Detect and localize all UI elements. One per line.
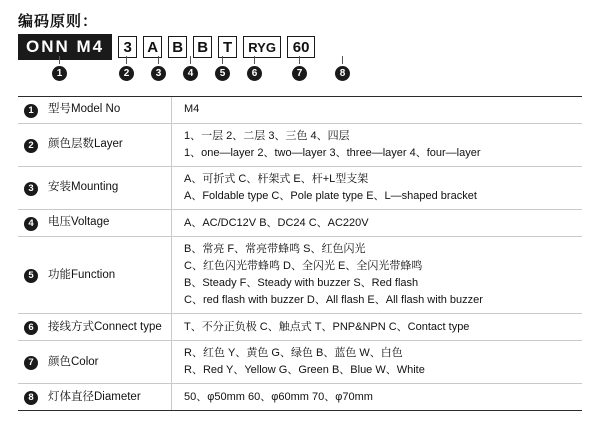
marker-tick-6 — [254, 56, 255, 64]
table-row — [18, 237, 582, 314]
code-marker-4: 4 — [183, 66, 198, 81]
code-index-markers — [18, 62, 438, 88]
row-value — [172, 124, 582, 166]
value-line: R、红色 Y、黄色 G、绿色 B、蓝色 W、白色 — [184, 347, 403, 360]
row-value — [172, 97, 582, 123]
code-segment-5: T — [218, 36, 237, 58]
value-line: R、Red Y、Yellow G、Green B、Blue W、White — [184, 364, 425, 377]
value-line: B、Steady F、Steady with buzzer S、Red flash — [184, 277, 419, 290]
marker-tick-7 — [299, 56, 300, 64]
table-row — [18, 167, 582, 210]
row-index-badge: 8 — [24, 391, 38, 405]
row-index-cell — [18, 237, 44, 313]
code-marker-3: 3 — [151, 66, 166, 81]
row-index-cell — [18, 314, 44, 340]
row-value — [172, 341, 582, 383]
spec-table — [18, 96, 582, 411]
code-marker-5: 5 — [215, 66, 230, 81]
code-segment-2: A — [143, 36, 162, 58]
marker-tick-3 — [158, 56, 159, 64]
marker-tick-1 — [59, 56, 60, 64]
row-index-badge: 3 — [24, 182, 38, 196]
marker-tick-8 — [342, 56, 343, 64]
row-label: 接线方式Connect type — [44, 314, 172, 340]
value-line: 1、one—layer 2、two—layer 3、three—layer 4、four—layer — [184, 147, 481, 160]
row-index-badge: 2 — [24, 139, 38, 153]
row-index-badge: 5 — [24, 269, 38, 283]
table-row — [18, 210, 582, 237]
value-line: 1、一层 2、二层 3、三色 4、四层 — [184, 130, 350, 142]
row-value — [172, 314, 582, 340]
table-row — [18, 384, 582, 410]
code-segment-6: RYG — [243, 36, 281, 58]
row-value — [172, 210, 582, 236]
row-index-cell — [18, 124, 44, 166]
row-value — [172, 167, 582, 209]
row-index-cell — [18, 97, 44, 123]
row-label: 功能Function — [44, 237, 172, 313]
code-marker-8: 8 — [335, 66, 350, 81]
row-label: 电压Voltage — [44, 210, 172, 236]
code-marker-6: 6 — [247, 66, 262, 81]
row-index-badge: 7 — [24, 356, 38, 370]
value-line: C、红色闪光带蜂鸣 D、全闪光 E、全闪光带蜂鸣 — [184, 260, 423, 273]
row-label: 颜色层数Layer — [44, 124, 172, 166]
row-index-badge: 6 — [24, 321, 38, 335]
table-row — [18, 97, 582, 124]
marker-tick-4 — [190, 56, 191, 64]
value-line: M4 — [184, 103, 200, 116]
value-line: A、可折式 C、杆架式 E、杆+L型支架 — [184, 173, 369, 186]
value-line: B、常亮 F、常亮带蜂鸣 S、红色闪光 — [184, 243, 366, 256]
table-row — [18, 314, 582, 341]
row-label: 安装Mounting — [44, 167, 172, 209]
table-row — [18, 124, 582, 167]
value-line: T、不分正负极 C、触点式 T、PNP&NPN C、Contact type — [184, 320, 470, 333]
row-value — [172, 384, 582, 410]
row-label: 颜色Color — [44, 341, 172, 383]
row-index-badge: 4 — [24, 217, 38, 231]
code-segment-3: B — [168, 36, 187, 58]
row-index-cell — [18, 210, 44, 236]
row-index-cell — [18, 341, 44, 383]
row-index-cell — [18, 384, 44, 410]
code-segment-7: 60 — [287, 36, 315, 58]
model-code-string — [18, 34, 315, 60]
code-segment-main: ONN M4 — [18, 34, 112, 60]
code-segment-4: B — [193, 36, 212, 58]
marker-tick-5 — [222, 56, 223, 64]
code-marker-2: 2 — [119, 66, 134, 81]
value-line: C、red flash with buzzer D、All flash E、All flash with buzzer — [184, 294, 483, 307]
marker-tick-2 — [126, 56, 127, 64]
code-segment-1: 3 — [118, 36, 137, 58]
row-value — [172, 237, 582, 313]
value-line: 50、φ50mm 60、φ60mm 70、φ70mm — [184, 390, 373, 403]
table-row — [18, 341, 582, 384]
row-index-cell — [18, 167, 44, 209]
row-label: 灯体直径Diameter — [44, 384, 172, 410]
row-label: 型号Model No — [44, 97, 172, 123]
code-marker-7: 7 — [292, 66, 307, 81]
row-index-badge: 1 — [24, 104, 38, 118]
value-line: A、Foldable type C、Pole plate type E、L—shaped bracket — [184, 190, 477, 203]
page-title: 编码原则： — [18, 13, 99, 30]
value-line: A、AC/DC12V B、DC24 C、AC220V — [184, 216, 369, 229]
code-marker-1: 1 — [52, 66, 67, 81]
